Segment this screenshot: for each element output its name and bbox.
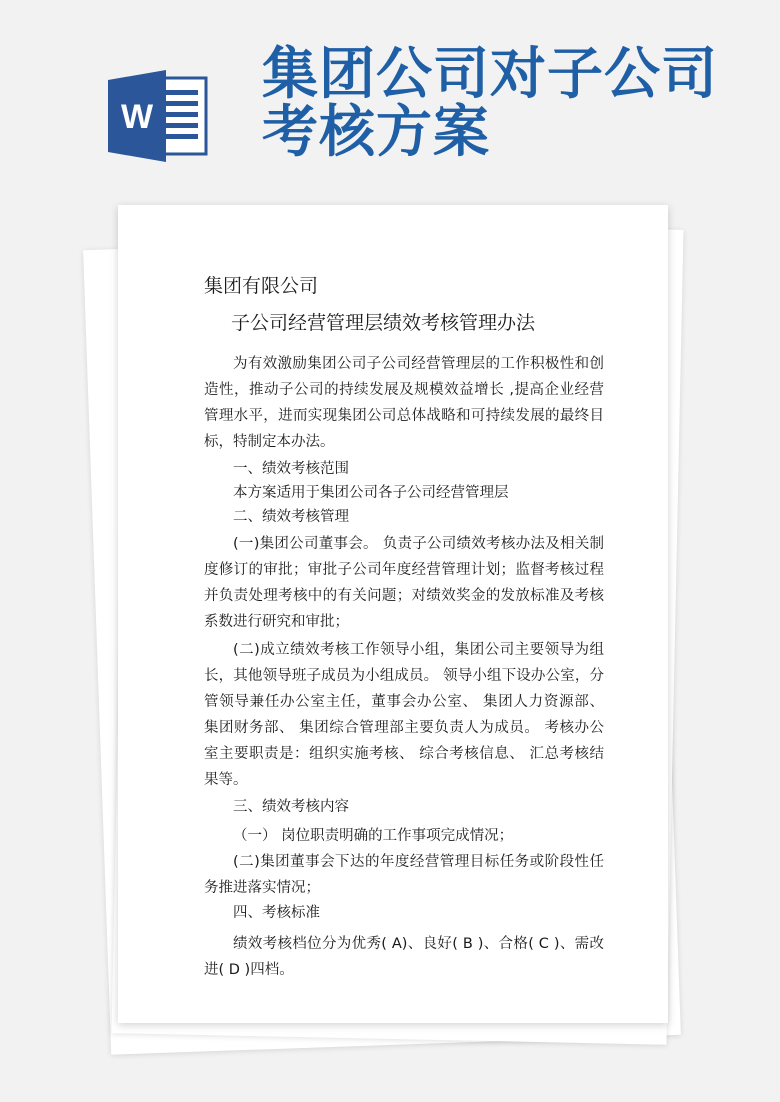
section2-heading: 二、绩效考核管理 (233, 509, 349, 525)
banner (0, 0, 780, 200)
document-page (118, 205, 668, 1023)
section4-heading: 四、考核标准 (233, 905, 320, 921)
document-title: 子公司经营管理层绩效考核管理办法 (231, 312, 536, 334)
section4-body: 绩效考核档位分为优秀( A)、良好( B )、合格( C )、需改进( D )四档。 (204, 936, 604, 978)
banner-title-line2: 考核方案 (262, 100, 490, 165)
section3-item2: (二)集团董事会下达的年度经营管理目标任务或阶段性任务推进落实情况； (204, 854, 604, 896)
section1-body: 本方案适用于集团公司各子公司经营管理层 (233, 485, 509, 501)
section3-item1: （一） 岗位职责明确的工作事项完成情况； (233, 828, 514, 844)
company-name: 集团有限公司 (204, 275, 319, 297)
section1-heading: 一、绩效考核范围 (233, 461, 349, 477)
banner-title (262, 42, 762, 165)
section2-item1: (一)集团公司董事会。 负责子公司绩效考核办法及相关制度修订的审批；审批子公司年度经营管理计划；监督考核过程并负责处理考核中的有关问题；对绩效奖金的发放标准及考核系数进行研究和审批； (204, 536, 604, 630)
section2-item2: (二)成立绩效考核工作领导小组，集团公司主要领导为组长，其他领导班子成员为小组成员。 领导小组下设办公室，分管领导兼任办公室主任，董事会办公室、 集团人力资源部、 集团财务部、 集团综合管理部主要负责人为成员。 考核办公室主要职责是：组织实施考核、 综合考核信息、 汇总考核结果等。 (204, 642, 604, 788)
section3-heading: 三、绩效考核内容 (233, 799, 349, 815)
intro-paragraph: 为有效激励集团公司子公司经营管理层的工作积极性和创造性，推动子公司的持续发展及规模效益增长 ,提高企业经营管理水平，进而实现集团公司总体战略和可持续发展的最终目标，特制定本办法。 (204, 356, 604, 450)
word-document-icon (108, 68, 208, 164)
document-text (204, 351, 604, 983)
word-icon-letter: W (120, 98, 154, 136)
banner-title-line1: 集团公司对子公司 (262, 42, 718, 107)
